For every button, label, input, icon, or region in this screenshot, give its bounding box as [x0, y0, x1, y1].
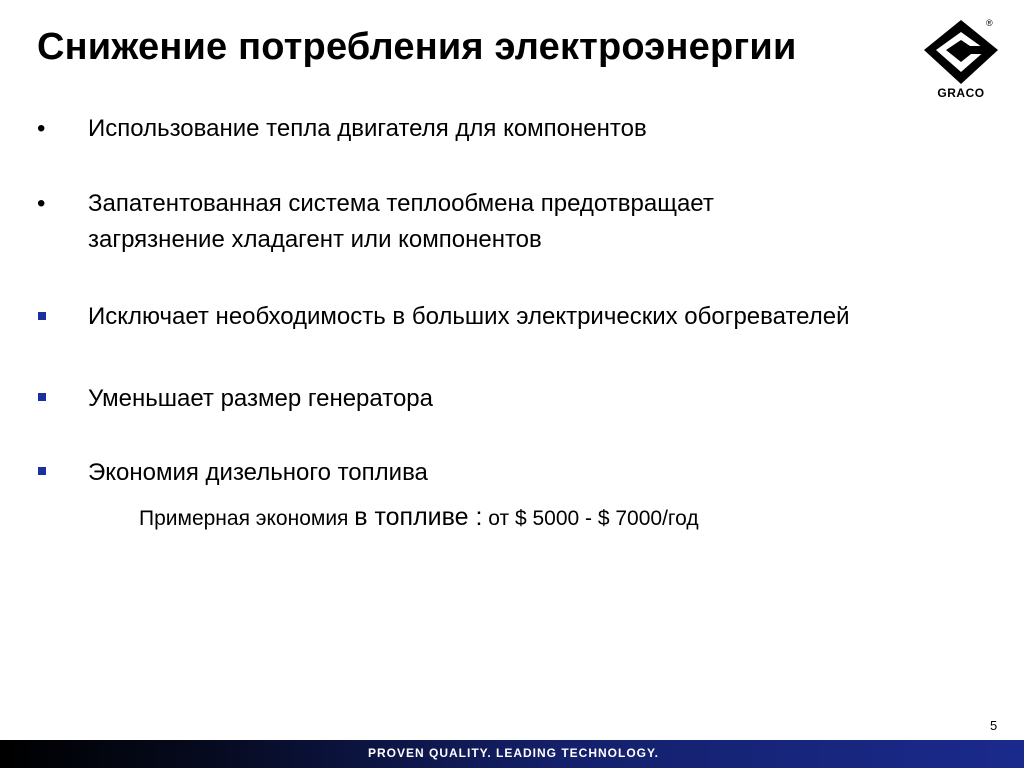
registered-mark: ®: [986, 18, 993, 28]
page-number: 5: [990, 718, 998, 733]
bullet-text-heat-exchange-cont: загрязнение хладагент или компонентов: [88, 226, 542, 253]
bullet-text-engine-heat: Использование тепла двигателя для компонентов: [88, 115, 647, 142]
square-bullet-icon: [38, 467, 46, 475]
bullet-text-heat-exchange: Запатентованная система теплообмена предотвращает: [88, 190, 714, 217]
bullet-text-no-heaters: Исключает необходимость в больших электрических обогревателей: [88, 303, 850, 330]
savings-part2: в топливе :: [354, 503, 483, 531]
footer-bar: [0, 740, 1024, 768]
savings-part1: Примерная экономия: [139, 507, 355, 530]
footer-tagline: PROVEN QUALITY. LEADING TECHNOLOGY.: [368, 746, 660, 760]
logo-wordmark: GRACO: [937, 86, 985, 100]
bullet-text-generator-size: Уменьшает размер генератора: [88, 385, 433, 412]
square-bullet-icon: [38, 393, 46, 401]
savings-part3: от $ 5000 - $ 7000/год: [482, 507, 699, 530]
bullet-dot: •: [37, 115, 46, 142]
bullet-dot: •: [37, 190, 46, 217]
savings-estimate: [139, 503, 699, 532]
slide-title: Снижение потребления электроэнергии: [37, 26, 797, 68]
square-bullet-icon: [38, 312, 46, 320]
bullet-text-diesel-savings: Экономия дизельного топлива: [88, 459, 428, 486]
